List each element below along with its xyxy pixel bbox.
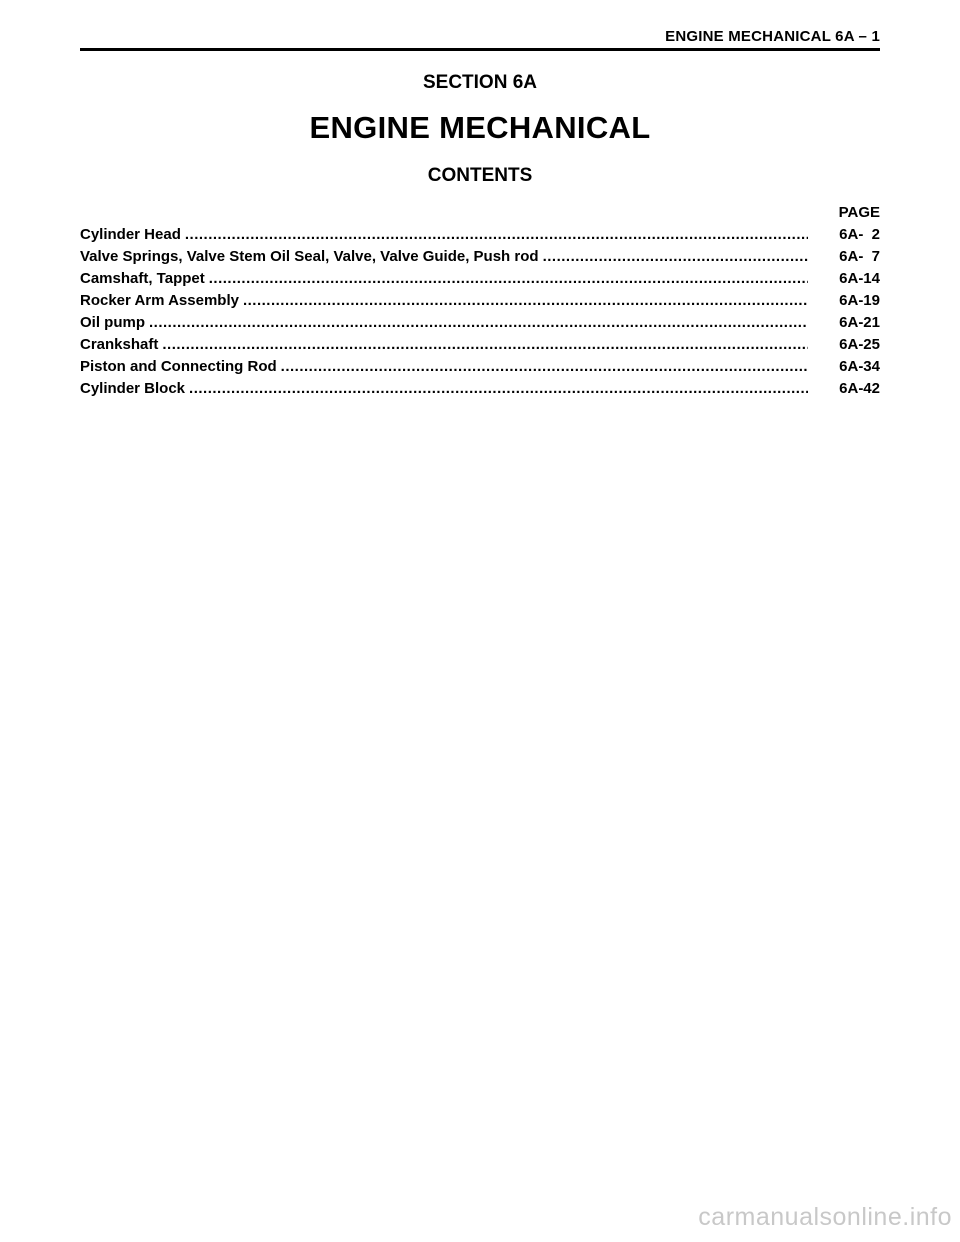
page-column-header: PAGE	[838, 204, 880, 221]
toc-entry-page: 6A-42	[839, 380, 880, 397]
toc-entry-page: 6A-21	[839, 314, 880, 331]
toc-entry-page: 6A-19	[839, 292, 880, 309]
toc-entry-title: Valve Springs, Valve Stem Oil Seal, Valve, Valve Guide, Push rod	[80, 248, 539, 265]
toc-entry-oil-pump[interactable]	[80, 312, 880, 334]
section-title: ENGINE MECHANICAL	[309, 110, 651, 145]
toc-entry-page: 6A- 2	[839, 226, 880, 243]
toc-leader-dots	[189, 378, 808, 400]
site-watermark: carmanualsonline.info	[698, 1203, 952, 1231]
toc-entry-title: Rocker Arm Assembly	[80, 292, 239, 309]
toc-leader-dots	[162, 334, 808, 356]
toc-leader-dots	[543, 246, 808, 268]
toc-entry-title: Cylinder Head	[80, 226, 181, 243]
toc-entry-title: Oil pump	[80, 314, 145, 331]
table-of-contents	[80, 202, 880, 400]
toc-leader-dots	[185, 224, 808, 246]
toc-entry-page: 6A-25	[839, 336, 880, 353]
toc-leader-dots	[243, 290, 808, 312]
toc-entry-title: Cylinder Block	[80, 380, 186, 397]
toc-entry-cylinder-head[interactable]	[80, 224, 880, 246]
toc-entry-title: Crankshaft	[80, 336, 159, 353]
toc-entry-cylinder-block[interactable]	[80, 378, 880, 400]
toc-leader-dots	[149, 312, 808, 334]
toc-entry-page: 6A-34	[839, 358, 880, 375]
toc-entry-valve-springs[interactable]	[80, 246, 880, 268]
toc-leader-dots	[281, 356, 808, 378]
toc-entry-crankshaft[interactable]	[80, 334, 880, 356]
toc-entry-piston-connecting-rod[interactable]	[80, 356, 880, 378]
toc-entry-page: 6A- 7	[839, 248, 880, 265]
toc-entry-page: 6A-14	[839, 270, 880, 287]
toc-entry-camshaft-tappet[interactable]	[80, 268, 880, 290]
toc-entry-title: Camshaft, Tappet	[80, 270, 205, 287]
toc-leader-dots	[209, 268, 808, 290]
header-rule	[80, 48, 880, 51]
toc-entry-title: Piston and Connecting Rod	[80, 358, 277, 375]
section-number: SECTION 6A	[422, 72, 538, 93]
running-header: ENGINE MECHANICAL 6A – 1	[665, 28, 880, 45]
toc-entry-rocker-arm-assembly[interactable]	[80, 290, 880, 312]
contents-heading: CONTENTS	[427, 165, 533, 186]
